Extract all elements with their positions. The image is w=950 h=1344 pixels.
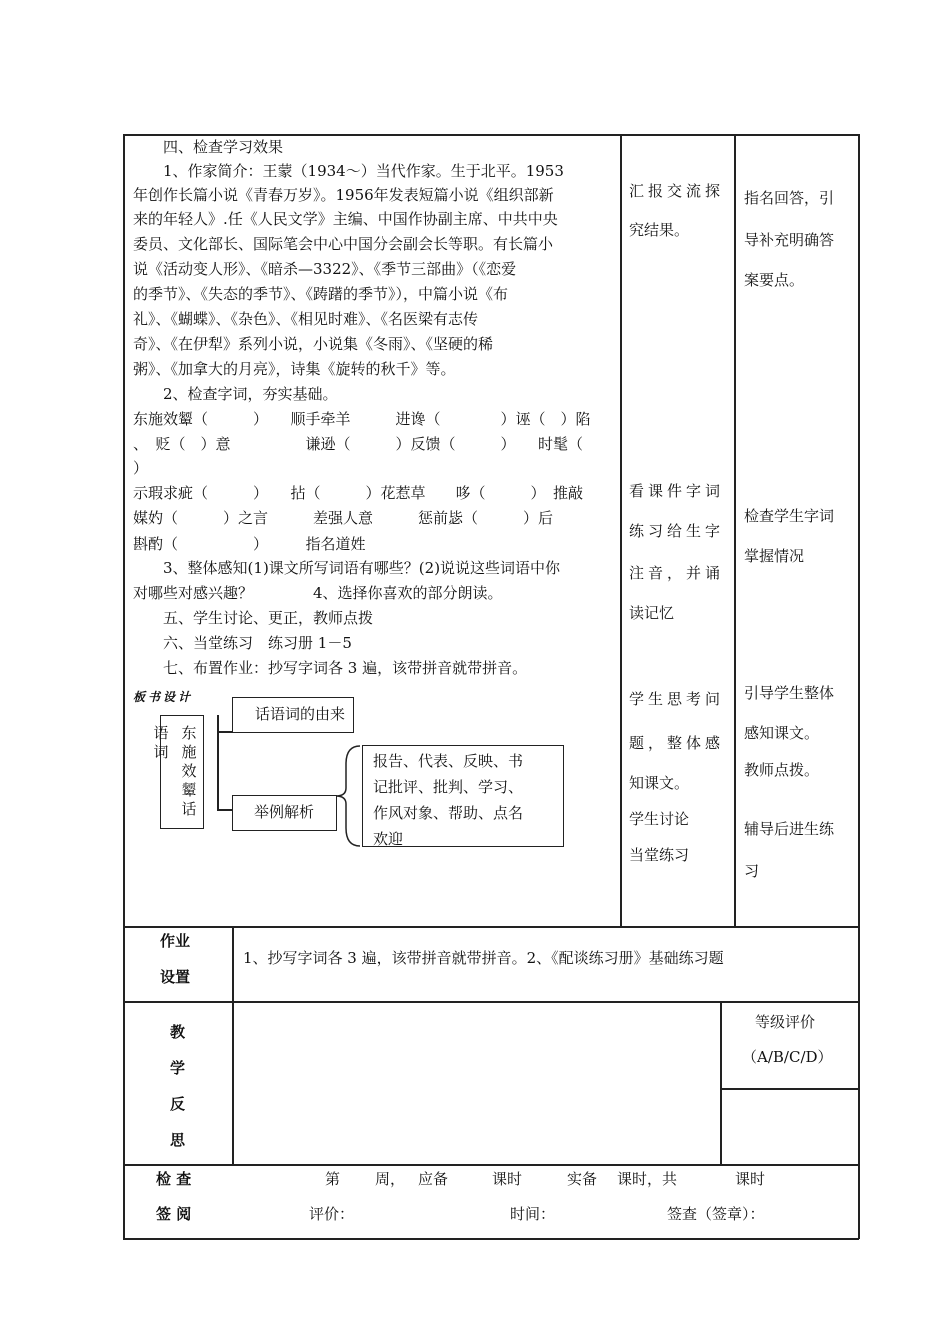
content-line: 斟酌（ ） 指名道姓: [133, 535, 366, 553]
content-line: 1、作家简介：王蒙（1934～）当代作家。生于北平。1953: [163, 162, 564, 180]
reflection-label: 思: [170, 1131, 186, 1149]
board-words-line: 记批评、批判、学习、: [373, 778, 524, 796]
check-label: 签 阅: [156, 1205, 192, 1223]
content-line: 来的年轻人》.任《人民文学》主编、中国作协副主席、中共中央: [133, 210, 558, 228]
teacher-guide-line: 引导学生整体: [744, 684, 835, 702]
grade-row-divider: [720, 1088, 859, 1090]
content-line: 四、检查学习效果: [163, 138, 284, 156]
content-line: ）: [133, 459, 149, 477]
reflection-label: 反: [170, 1095, 186, 1113]
teacher-guide-line: 掌握情况: [744, 547, 805, 565]
reflection-label: 教: [170, 1023, 186, 1041]
content-line: 、 贬（ ）意 谦逊（ ）反馈（ ） 时髦（: [133, 435, 584, 453]
teacher-guide-line: 检查学生字词: [744, 507, 835, 525]
check-label: 检 查: [156, 1170, 192, 1188]
teacher-guide-line: 指名回答，引: [744, 189, 835, 207]
homework-label: 设置: [160, 968, 191, 986]
board-connector-mid: [217, 809, 232, 811]
board-connector-top: [217, 731, 232, 733]
content-line: 3、整体感知(1)课文所写词语有哪些？(2)说说这些词语中你: [163, 559, 561, 577]
student-activity-line: 汇报交流探: [629, 182, 725, 200]
grade-column-divider: [720, 1001, 722, 1165]
student-activity-line: 学生讨论: [629, 810, 690, 828]
board-brace: [334, 744, 362, 848]
teacher-guide-line: 感知课文。: [744, 724, 820, 742]
content-line: 年创作长篇小说《青春万岁》。1956年发表短篇小说《组织部新: [133, 186, 554, 204]
student-activity-line: 注音，并诵: [629, 564, 725, 582]
label-column-divider: [232, 926, 234, 1165]
content-line: 奇》、《在伊犁》系列小说，小说集《冬雨》、《坚硬的稀: [133, 335, 494, 353]
board-words-line: 报告、代表、反映、书: [373, 752, 524, 770]
content-line: 礼》、《蝴蝶》、《杂色》、《相见时难》、《名医梁有志传: [133, 310, 479, 328]
check-field: 课时: [735, 1170, 766, 1188]
table-border-bottom: [123, 1238, 859, 1240]
board-words-line: 欢迎: [373, 830, 404, 847]
column-divider-2: [734, 134, 736, 927]
board-title: 板书设计: [133, 690, 194, 704]
check-field: 课时，共: [617, 1170, 678, 1188]
content-line: 的季节》、《失态的季节》、《踌躇的季节》），中篇小说《布: [133, 285, 509, 303]
check-field: 时间：: [510, 1205, 556, 1223]
homework-content: 1、抄写字词各 3 遍，该带拼音就带拼音。2、《配谈练习册》基础练习题: [243, 949, 724, 967]
board-words-box: [362, 745, 564, 847]
board-example-label: 举例解析: [254, 803, 315, 821]
homework-label: 作业: [160, 932, 191, 950]
student-activity-line: 读记忆: [629, 604, 675, 622]
student-activity-line: 练习给生字: [629, 522, 725, 540]
content-line: 2、检查字词，夯实基础。: [163, 385, 338, 403]
content-line: 说《活动变人形》、《暗杀—3322》、《季节三部曲》（《恋爱: [133, 260, 517, 278]
student-activity-line: 学生思考问: [629, 690, 725, 708]
student-activity-line: 究结果。: [629, 221, 690, 239]
teacher-guide-line: 案要点。: [744, 271, 805, 289]
content-line: 七、布置作业：抄写字词各 3 遍，该带拼音就带拼音。: [163, 659, 528, 677]
check-field: 实备: [567, 1170, 598, 1188]
teacher-guide-line: 习: [744, 862, 760, 880]
column-divider-1: [620, 134, 622, 927]
check-field: 课时: [492, 1170, 523, 1188]
check-field: 第: [325, 1170, 341, 1188]
board-words-line: 作风对象、帮助、点名: [373, 804, 524, 822]
teacher-guide-line: 教师点拨。: [744, 761, 820, 779]
grade-label: 等级评价: [755, 1013, 816, 1031]
reflection-label: 学: [170, 1059, 186, 1077]
board-left-label: 语词: [153, 724, 169, 761]
check-field: 评价：: [309, 1205, 355, 1223]
student-activity-line: 题，整体感: [629, 734, 725, 752]
check-field: 应备: [418, 1170, 449, 1188]
content-line: 委员、文化部长、国际笔会中心中国分会副会长等职。有长篇小: [133, 235, 554, 253]
board-center-label: 东施效颦话: [181, 724, 197, 818]
board-connector-vertical: [217, 715, 219, 809]
student-activity-line: 当堂练习: [629, 846, 690, 864]
student-activity-line: 知课文。: [629, 774, 690, 792]
table-border-left: [123, 134, 125, 1239]
student-activity-line: 看课件字词: [629, 482, 725, 500]
table-border-right: [858, 134, 860, 1239]
grade-options: （A/B/C/D）: [742, 1048, 833, 1066]
content-line: 五、学生讨论、更正，教师点拨: [163, 609, 374, 627]
content-line: 东施效颦（ ） 顺手牵羊 进谗（ ）诬（ ）陷: [133, 410, 591, 428]
content-line: 六、当堂练习 练习册 1－5: [163, 634, 352, 652]
check-field: 周，: [375, 1170, 406, 1188]
check-field: 签查（签章）：: [667, 1205, 765, 1223]
content-line: 媒妁（ ）之言 差强人意 惩前毖（ ）后: [133, 509, 554, 527]
board-origin-label: 话语词的由来: [255, 705, 346, 723]
content-line: 对哪些对感兴趣？ 4、选择你喜欢的部分朗读。: [133, 584, 503, 602]
content-line: 粥》、《加拿大的月亮》，诗集《旋转的秋千》等。: [133, 360, 456, 378]
teacher-guide-line: 导补充明确答: [744, 231, 835, 249]
content-line: 示瑕求疵（ ） 拈（ ）花惹草 哆（ ） 推敲: [133, 484, 584, 502]
teacher-guide-line: 辅导后进生练: [744, 820, 835, 838]
